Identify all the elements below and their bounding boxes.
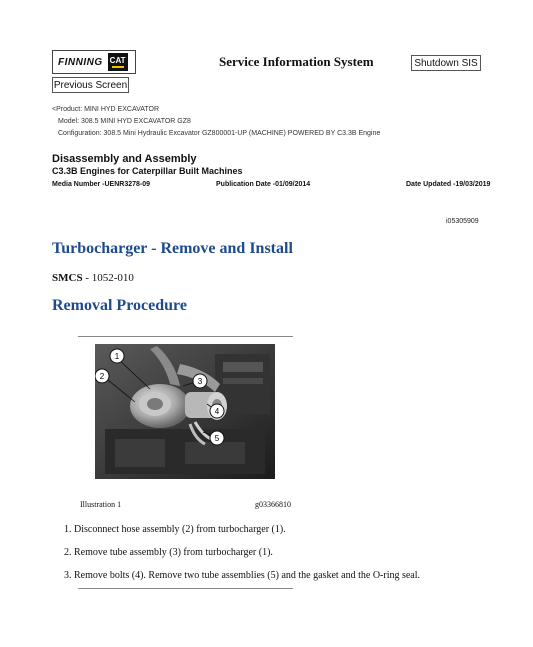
finning-logo-text: FINNING bbox=[58, 56, 103, 68]
document-subtitle: C3.3B Engines for Caterpillar Built Machines bbox=[52, 166, 243, 176]
system-title: Service Information System bbox=[219, 54, 374, 69]
section-title: Removal Procedure bbox=[52, 297, 187, 314]
cat-logo-text: CAT bbox=[109, 56, 126, 65]
turbocharger-illustration bbox=[95, 344, 275, 479]
cat-logo-bar bbox=[112, 66, 124, 68]
removal-step: 1. Disconnect hose assembly (2) from turbocharger (1). bbox=[64, 524, 286, 535]
svg-text:1: 1 bbox=[114, 352, 120, 361]
illustration-top-rule bbox=[78, 336, 293, 337]
svg-text:4: 4 bbox=[214, 407, 220, 416]
smcs-value: - 1052-010 bbox=[82, 272, 134, 284]
illustration-caption: Illustration 1 bbox=[80, 500, 122, 509]
date-updated: Date Updated -19/03/2019 bbox=[406, 181, 491, 188]
cat-logo bbox=[108, 53, 128, 71]
callout-4 bbox=[210, 404, 224, 418]
callout-3 bbox=[193, 374, 207, 388]
callout-5 bbox=[210, 431, 224, 445]
media-number: Media Number -UENR3278-09 bbox=[52, 181, 151, 188]
product-line[interactable]: <Product: MINI HYD EXCAVATOR bbox=[52, 106, 160, 113]
publication-date: Publication Date -01/09/2014 bbox=[216, 181, 311, 188]
document-title: Disassembly and Assembly bbox=[52, 153, 197, 165]
removal-step: 3. Remove bolts (4). Remove two tube assemblies (5) and the gasket and the O-ring seal. bbox=[64, 570, 421, 581]
document-id: i05305909 bbox=[446, 218, 479, 225]
illustration-graphic-id: g03366810 bbox=[255, 500, 291, 509]
smcs-label: SMCS bbox=[52, 272, 83, 284]
smcs-code bbox=[52, 272, 134, 284]
callout-1 bbox=[110, 349, 124, 363]
previous-screen-button[interactable]: Previous Screen bbox=[52, 77, 129, 93]
svg-text:5: 5 bbox=[214, 434, 220, 443]
page-title: Turbocharger - Remove and Install bbox=[52, 240, 293, 257]
steps-bottom-rule bbox=[78, 588, 293, 589]
callout-2 bbox=[95, 369, 109, 383]
svg-text:3: 3 bbox=[197, 377, 203, 386]
model-line: Model: 308.5 MINI HYD EXCAVATOR GZ8 bbox=[58, 118, 191, 125]
finning-cat-logo bbox=[52, 50, 136, 74]
shutdown-sis-button[interactable]: Shutdown SIS bbox=[411, 55, 481, 71]
svg-text:2: 2 bbox=[99, 372, 105, 381]
configuration-line: Configuration: 308.5 Mini Hydraulic Excavator GZ800001-UP (MACHINE) POWERED BY C3.3B Engine bbox=[58, 130, 381, 137]
removal-step: 2. Remove tube assembly (3) from turbocharger (1). bbox=[64, 547, 273, 558]
